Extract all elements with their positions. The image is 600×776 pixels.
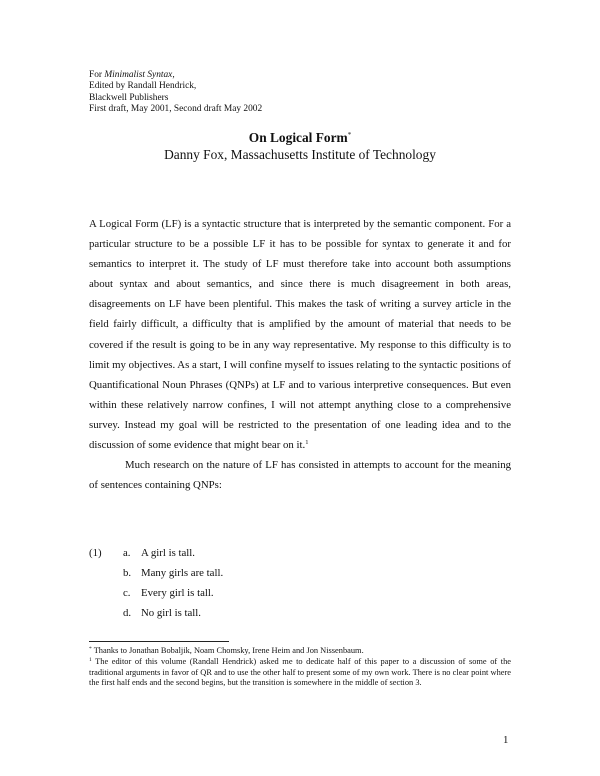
- book-title: Minimalist Syntax: [104, 70, 173, 80]
- example-letter: c.: [123, 587, 131, 600]
- footnotes: [89, 646, 511, 689]
- example-item: [89, 603, 511, 623]
- header-line-3: Blackwell Publishers: [89, 92, 169, 103]
- example-sentence: No girl is tall.: [141, 607, 201, 620]
- example-item: [89, 543, 511, 563]
- footnote-ref-1: 1: [305, 439, 309, 447]
- paragraph-1: A Logical Form (LF) is a syntactic structure that is interpreted by the semantic component. For a particular structure to be a possible LF it has to be possible for syntax to generate it and for semantics to interpret it. The study of LF must therefore take into account both assumptions about syntax and about semantics, and since there is much disagreement in both areas, disagreements on LF have been plentiful. This makes the task of writing a survey article in the field fairly difficult, a difficulty that is amplified by the amount of material that needs to be covered if the result is going to be in any way representative. My response to this difficulty is to limit my objectives. As a start, I will confine myself to issues relating to the syntactic positions of Quantificational Noun Phrases (QNPs) at LF and to various interpretive consequences. But even within these relatively narrow confines, I will not attempt anything close to a comprehensive survey. Instead my goal will be restricted to the presentation of one leading idea and to the discussion of some evidence that might bear on it.$^1$: [89, 218, 511, 452]
- header-line-4: First draft, May 2001, Second draft May 2002: [89, 103, 263, 114]
- example-item: [89, 583, 511, 603]
- footnote-star: * Thanks to Jonathan Bobaljik, Noam Chomsky, Irene Heim and Jon Nissenbaum.: [89, 646, 364, 655]
- header-line-2: Edited by Randall Hendrick,: [89, 81, 197, 92]
- header-line-1: For Minimalist Syntax,: [89, 70, 175, 80]
- example-sentence: A girl is tall.: [141, 547, 195, 559]
- example-sentence: Many girls are tall.: [141, 567, 224, 580]
- footnote-divider: [89, 641, 229, 642]
- footnote-1: $^1$ The editor of this volume (Randall Hendrick) asked me to dedicate half of this paper to a discussion of some of the traditional arguments in favor of QR and to use the other half to present some of my own work. There is no clear point where the first half ends and the second begins, but the transition is somewhere in the middle of section 3.: [89, 657, 511, 687]
- title-footnote-marker: *: [347, 131, 352, 139]
- footnote-marker: 1: [89, 657, 92, 664]
- page-number: 1: [503, 734, 509, 746]
- paper-title: On Logical Form*: [248, 130, 352, 145]
- header-note: [89, 70, 262, 115]
- example-number: (1): [89, 547, 102, 559]
- example-letter: a.: [123, 547, 131, 559]
- example-sentence: Every girl is tall.: [141, 587, 214, 600]
- example-letter: b.: [123, 567, 132, 580]
- example-item: [89, 563, 511, 583]
- footnote-marker: *: [89, 646, 92, 652]
- author-line: Danny Fox, Massachusetts Institute of Technology: [164, 147, 436, 162]
- title-block: [0, 130, 600, 163]
- paragraph-2: Much research on the nature of LF has consisted in attempts to account for the meaning of sentences containing QNPs:: [89, 459, 511, 492]
- body-text: [89, 214, 511, 495]
- example-letter: d.: [123, 607, 132, 620]
- example-1: [89, 543, 511, 623]
